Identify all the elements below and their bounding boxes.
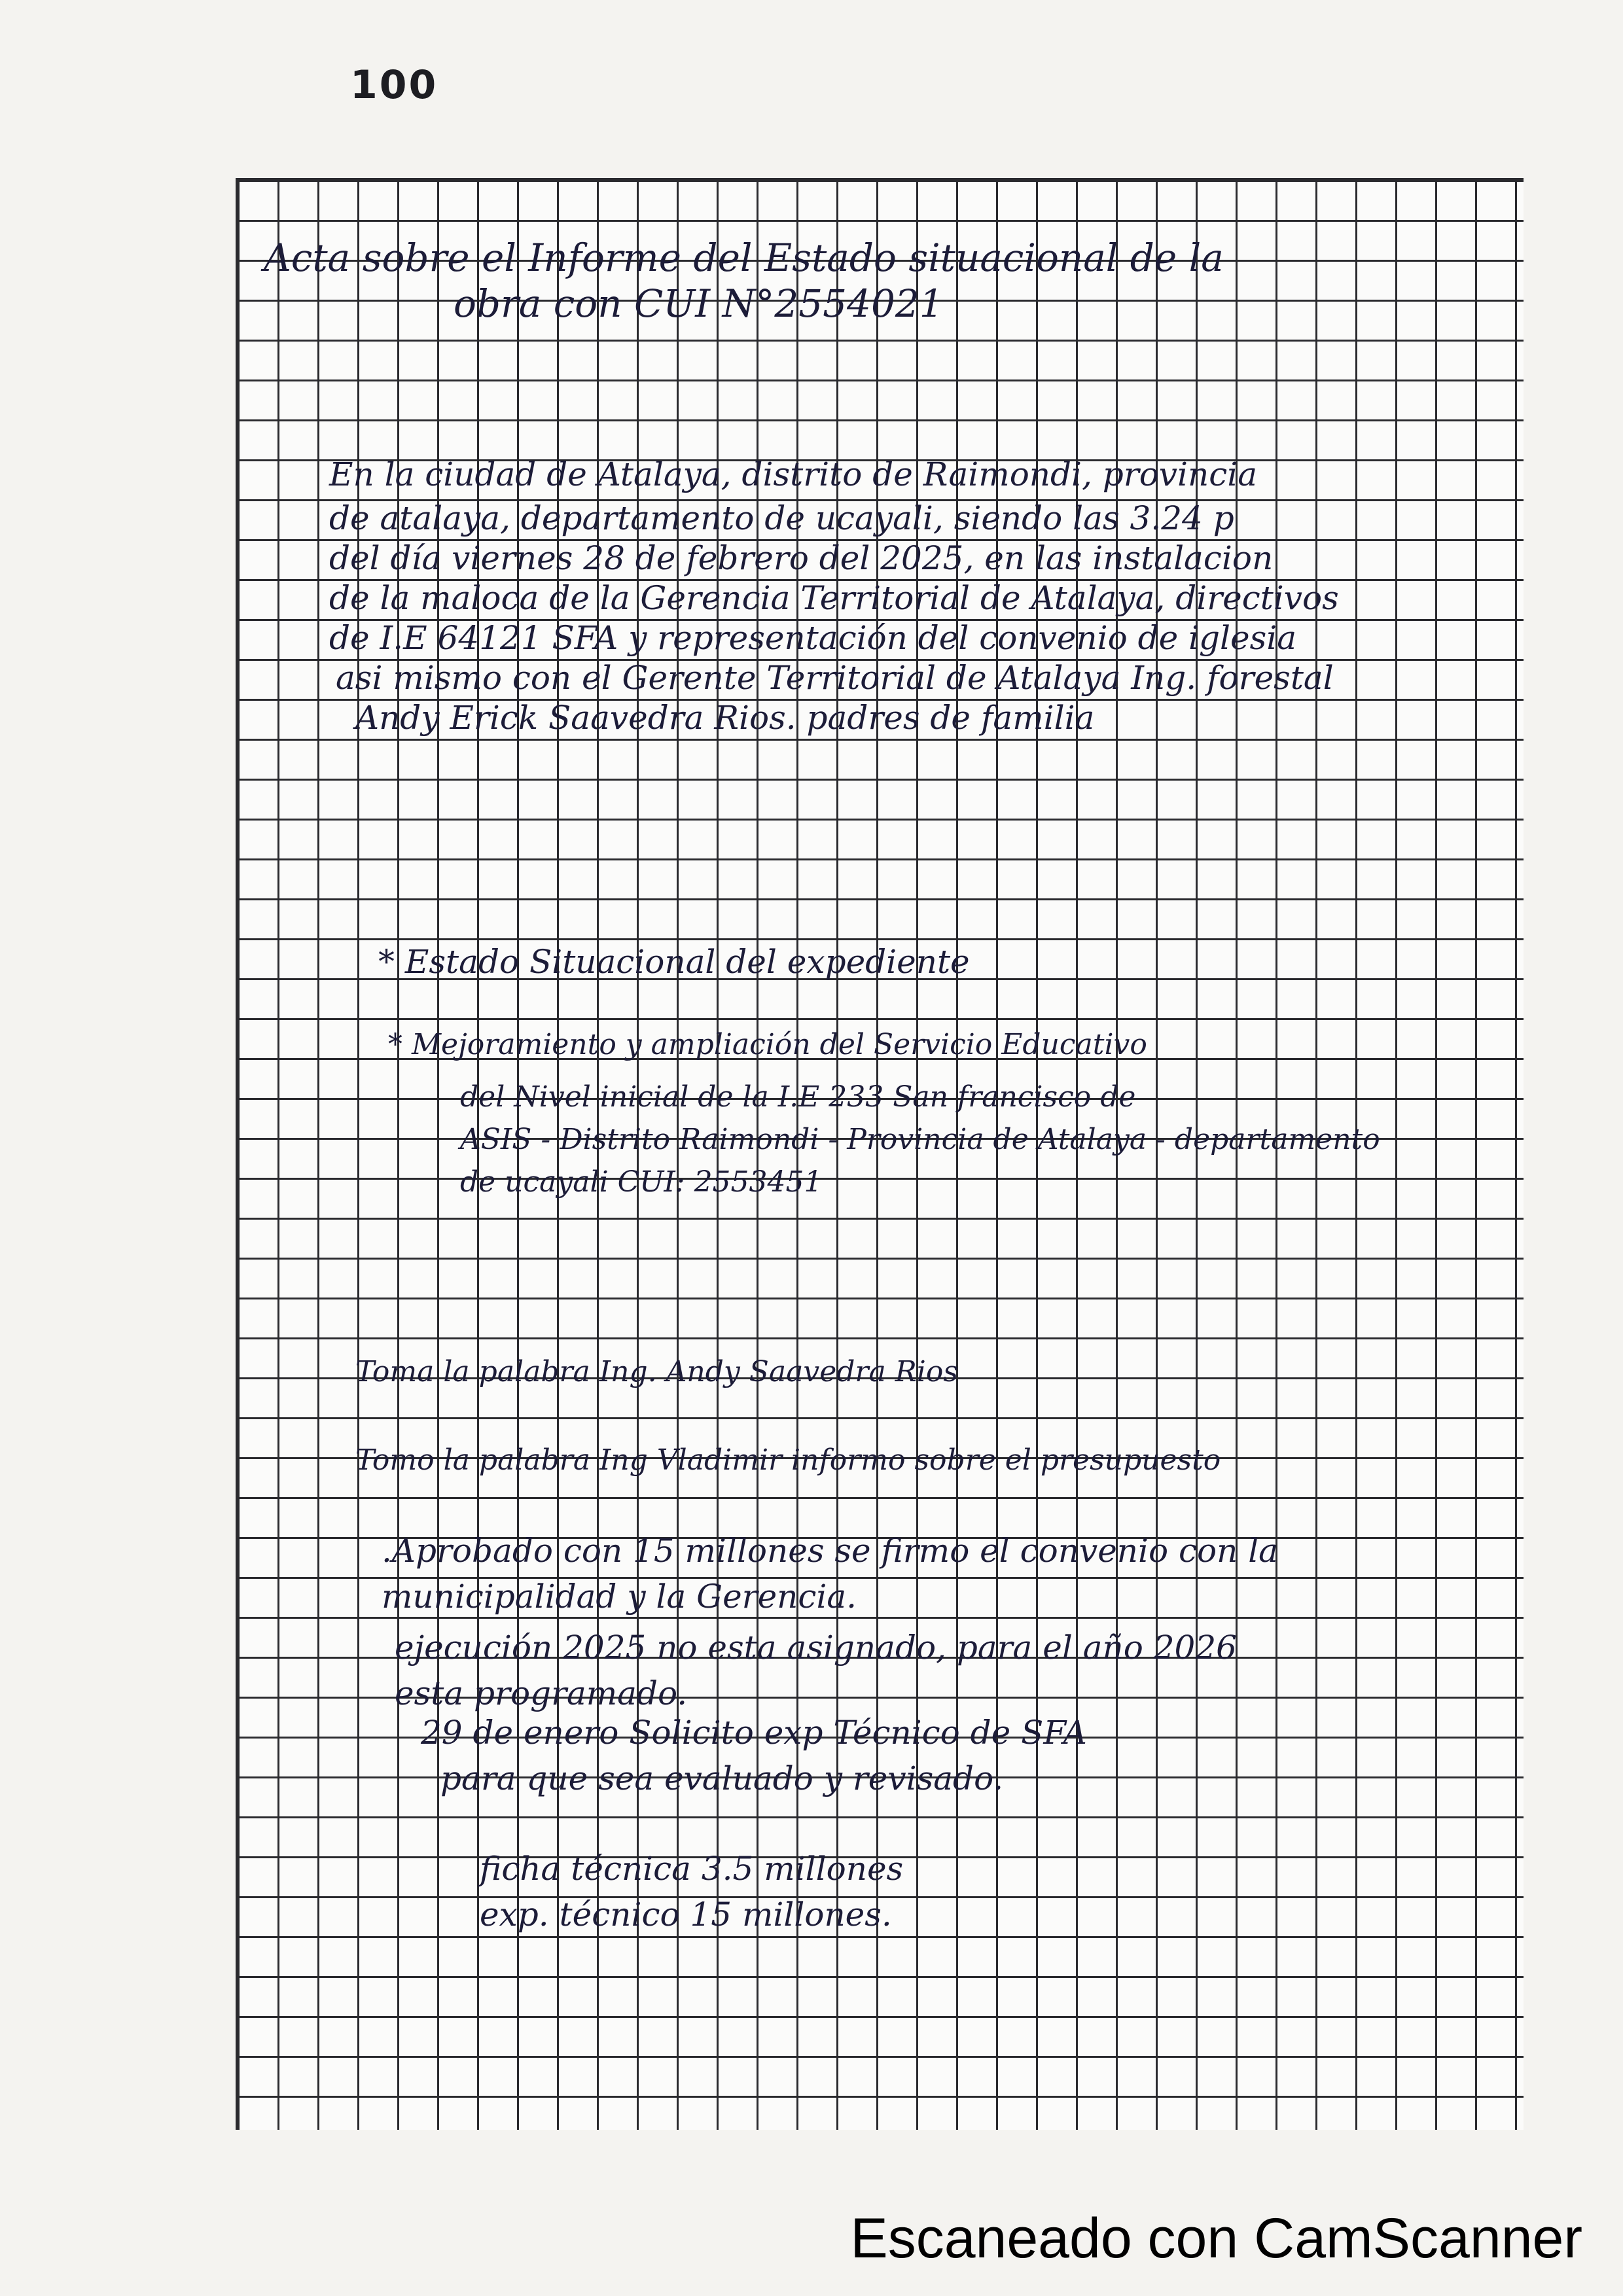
notes-line: municipalidad y la Gerencia.	[382, 1578, 857, 1616]
act-title-line-1: Acta sobre el Informe del Estado situacional de la	[264, 236, 1224, 280]
bullet-estado-situacional: * Estado Situacional del expediente	[378, 943, 970, 981]
intro-line: asi mismo con el Gerente Territorial de Atalaya Ing. forestal	[336, 659, 1334, 697]
intro-line: de la maloca de la Gerencia Territorial de Atalaya, directivos	[329, 579, 1339, 617]
bullet-project-line: * Mejoramiento y ampliación del Servicio Educativo	[388, 1028, 1147, 1061]
bullet-project-line: de ucayali CUI: 2553451	[460, 1165, 823, 1199]
grid-paper-sheet	[236, 178, 1524, 2130]
intro-line: Andy Erick Saavedra Rios. padres de familia	[355, 699, 1095, 737]
bullet-project-line: del Nivel inicial de la I.E 233 San francisco de	[460, 1080, 1136, 1114]
cost-line: exp. técnico 15 millones.	[480, 1896, 892, 1934]
cost-line: ficha técnica 3.5 millones	[480, 1850, 904, 1888]
scanner-watermark: Escaneado con CamScanner	[850, 2207, 1582, 2270]
intro-line: de atalaya, departamento de ucayali, siendo las 3.24 p	[329, 499, 1234, 537]
notes-line: para que sea evaluado y revisado.	[440, 1759, 1004, 1797]
bullet-project-line: ASIS - Distrito Raimondi - Provincia de Atalaya - departamento	[460, 1123, 1380, 1156]
intro-line: del día viernes 28 de febrero del 2025, en las instalacion	[329, 539, 1274, 577]
intro-line: de I.E 64121 SFA y representación del convenio de iglesia	[329, 619, 1297, 657]
notes-line: esta programado.	[395, 1674, 688, 1712]
notes-line: .Aprobado con 15 millones se firmo el convenio con la	[382, 1532, 1278, 1570]
speaker-line: Tomo la palabra Ing Vladimir informo sobre el presupuesto	[355, 1443, 1221, 1477]
intro-line: En la ciudad de Atalaya, distrito de Raimondi, provincia	[329, 455, 1258, 493]
notes-line: ejecución 2025 no esta asignado, para el año 2026	[395, 1629, 1237, 1667]
speaker-line: Toma la palabra Ing. Andy Saavedra Rios	[355, 1355, 958, 1388]
page-number: 100	[350, 62, 438, 108]
notes-line: 29 de enero Solicito exp Técnico de SFA	[421, 1714, 1087, 1752]
act-title-line-2: obra con CUI N°2554021	[454, 281, 944, 326]
